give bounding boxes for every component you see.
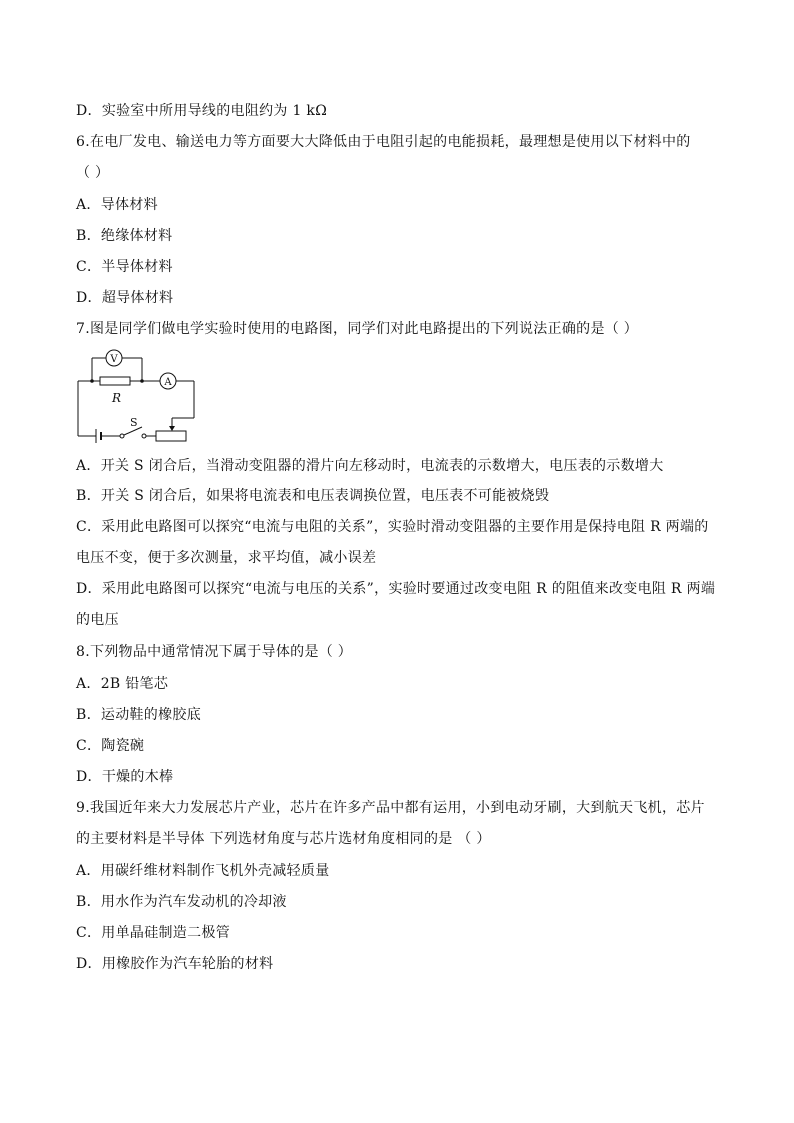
q7-option-a: A．开关 S 闭合后，当滑动变阻器的滑片向左移动时，电流表的示数增大，电压表的示数增大 <box>76 458 664 474</box>
q9-stem: 9.我国近年来大力发展芯片产业，芯片在许多产品中都有运用，小到电动牙刷，大到航天飞机，芯片 <box>76 800 705 816</box>
switch-label: S <box>130 416 138 429</box>
q6-option-c: C．半导体材料 <box>76 259 173 275</box>
q9-option-a: A．用碳纤维材料制作飞机外壳减轻质量 <box>76 863 330 879</box>
q6-option-b: B．绝缘体材料 <box>76 228 173 244</box>
q7-option-d-cont: 的电压 <box>76 612 119 628</box>
q6-option-a: A．导体材料 <box>76 197 158 213</box>
q8-option-c: C．陶瓷碗 <box>76 738 145 754</box>
q7-option-c-cont: 电压不变，便于多次测量，求平均值，减小误差 <box>76 550 377 566</box>
q8-option-a: A．2B 铅笔芯 <box>76 676 169 692</box>
q8-option-b: B．运动鞋的橡胶底 <box>76 707 201 723</box>
resistor-label: R <box>112 391 122 405</box>
q6-option-d: D．超导体材料 <box>76 290 174 306</box>
q7-option-d: D．采用此电路图可以探究“电流与电压的关系”，实验时要通过改变电阻 R 的阻值来改变电阻 R 两端 <box>76 581 716 597</box>
q8-option-d: D．干燥的木棒 <box>76 769 174 785</box>
q9-option-b: B．用水作为汽车发动机的冷却液 <box>76 894 287 910</box>
battery-symbol <box>96 429 101 443</box>
q7-stem: 7.图是同学们做电学实验时使用的电路图，同学们对此电路提出的下列说法正确的是（ ） <box>76 321 639 337</box>
q9-option-d: D．用橡胶作为汽车轮胎的材料 <box>76 956 274 972</box>
q6-stem-blank: （ ） <box>76 165 110 181</box>
ammeter-label: A <box>164 377 172 388</box>
q9-option-c: C．用单晶硅制造二极管 <box>76 925 231 941</box>
voltmeter-label: V <box>110 354 118 365</box>
q7-option-c: C．采用此电路图可以探究“电流与电阻的关系”，实验时滑动变阻器的主要作用是保持电阻 R 两端的 <box>76 519 709 535</box>
circuit-diagram <box>72 346 202 446</box>
q9-stem-cont: 的主要材料是半导体 下列选材角度与芯片选材角度相同的是 （ ） <box>76 831 491 847</box>
q7-option-b: B．开关 S 闭合后，如果将电流表和电压表调换位置，电压表不可能被烧毁 <box>76 488 550 504</box>
rheostat-symbol <box>156 431 186 441</box>
q6-stem: 6.在电厂发电、输送电力等方面要大大降低由于电阻引起的电能损耗，最理想是使用以下材料中的 <box>76 134 691 150</box>
slider-arrow <box>169 426 175 431</box>
resistor-symbol <box>100 377 130 385</box>
q5-option-d: D．实验室中所用导线的电阻约为 1 kΩ <box>76 103 328 119</box>
q8-stem: 8.下列物品中通常情况下属于导体的是（ ） <box>76 644 353 660</box>
